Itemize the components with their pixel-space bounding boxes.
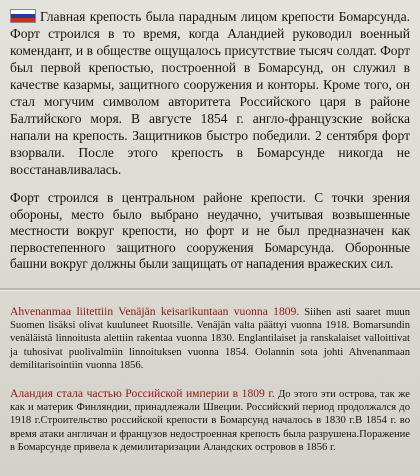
russian-block [10,387,410,455]
russian-flag-icon [10,9,36,23]
finnish-block [10,305,410,373]
russian-body: До этого эти острова, так же как и материк Финляндии, принадлежали Швеции. Российский период продолжался до 1918 г.Строительство российской крепости в Бомарсунд началось в 1830 г.В 1854 г. во время атаки англичан и французов недостроенная крепость была разрушена.Поражение в Бомарсунде привела к демилитаризации Аландских островов в 1856 г. [10,388,410,454]
section-divider [0,288,420,291]
main-paragraph-text: Главная крепость была парадным лицом крепости Бомарсунда. Форт строился в то время, когда Аландией руководил военный комендант, и в обществе ощущалось присутствие тысяч солдат. Форт был первой крепостью, построенной в Бомарсунд, он служил в качестве казармы, защитного сооружения и конторы. Кроме того, он стал могучим символом авторитета Российского царя в районе Балтийского моря. В августе 1854 г. англо-французские войска напали на крепость. Защитников быстро победили. 2 сентября форт взорвали. После этого крепость в Бомарсунде никогда не восстанавливалась. [10,9,410,177]
second-paragraph: Форт строился в центральном районе крепости. С точки зрения обороны, место было выбрано неудачно, учитывая возвышенные местности вокруг крепости, но форт и не был предназначен как первостепенного защитного сооружения Бомарсунда. Оборонные башни вокруг должны были защищать от нападения вражеских сил. [10,190,410,271]
flag-stripe-red [11,18,35,22]
finnish-body: Siihen asti saaret muun Suomen lisäksi olivat kuuluneet Ruotsille. Venäjän valta päättyi vuonna 1918. Bomarsundin venäläistä linnoitusta alettiin rakentaa vuonna 1830. Englantilaiset ja ranskalaiset valloittivat ja tuhosivat puolivalmiin linnoituksen vuonna 1854. Oolannin sota johti Ahvenanmaan demilitarisointiin vuonna 1856. [10,306,410,372]
finnish-heading: Ahvenanmaa liitettiin Venäjän keisarikuntaan vuonna 1809. [10,304,300,318]
russian-heading: Аландия стала частью Российской империи в 1809 г. [10,386,275,400]
main-paragraph [10,8,410,178]
